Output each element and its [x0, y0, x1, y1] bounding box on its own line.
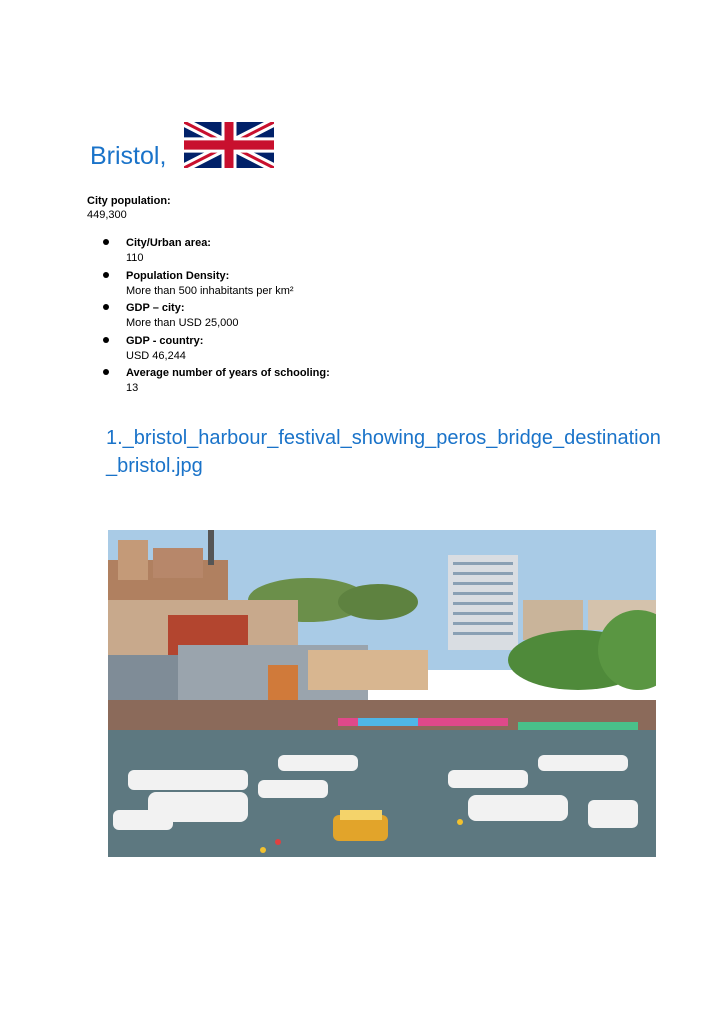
fact-label: GDP – city: — [126, 302, 185, 314]
list-item — [0, 334, 725, 367]
list-item — [0, 366, 725, 399]
united-kingdom-flag-icon — [184, 122, 274, 168]
bullet-icon — [103, 337, 109, 343]
list-item — [0, 301, 725, 334]
fact-label: Average number of years of schooling: — [126, 367, 330, 379]
population-label: City population: — [87, 195, 171, 207]
city-facts-list — [0, 236, 725, 399]
population-value: 449,300 — [87, 209, 127, 221]
fact-value: USD 46,244 — [126, 349, 186, 362]
city-title: Bristol, — [90, 142, 167, 170]
fact-value: 13 — [126, 382, 139, 394]
harbour-festival-photo — [108, 530, 656, 857]
list-item — [0, 236, 725, 269]
fact-value: More than 500 inhabitants per km² — [126, 284, 294, 297]
fact-label: GDP - country: — [126, 334, 204, 347]
bullet-icon — [103, 304, 109, 310]
image-caption: 1._bristol_harbour_festival_showing_peros_bridge_destination_bristol.jpg — [106, 427, 661, 477]
fact-label: Population Density: — [126, 269, 230, 282]
fact-value: 110 — [126, 252, 144, 264]
fact-value: More than USD 25,000 — [126, 317, 239, 329]
list-item — [0, 269, 725, 302]
bullet-icon — [103, 369, 109, 375]
bullet-icon — [103, 272, 109, 278]
fact-label: City/Urban area: — [126, 237, 211, 249]
bullet-icon — [103, 239, 109, 245]
